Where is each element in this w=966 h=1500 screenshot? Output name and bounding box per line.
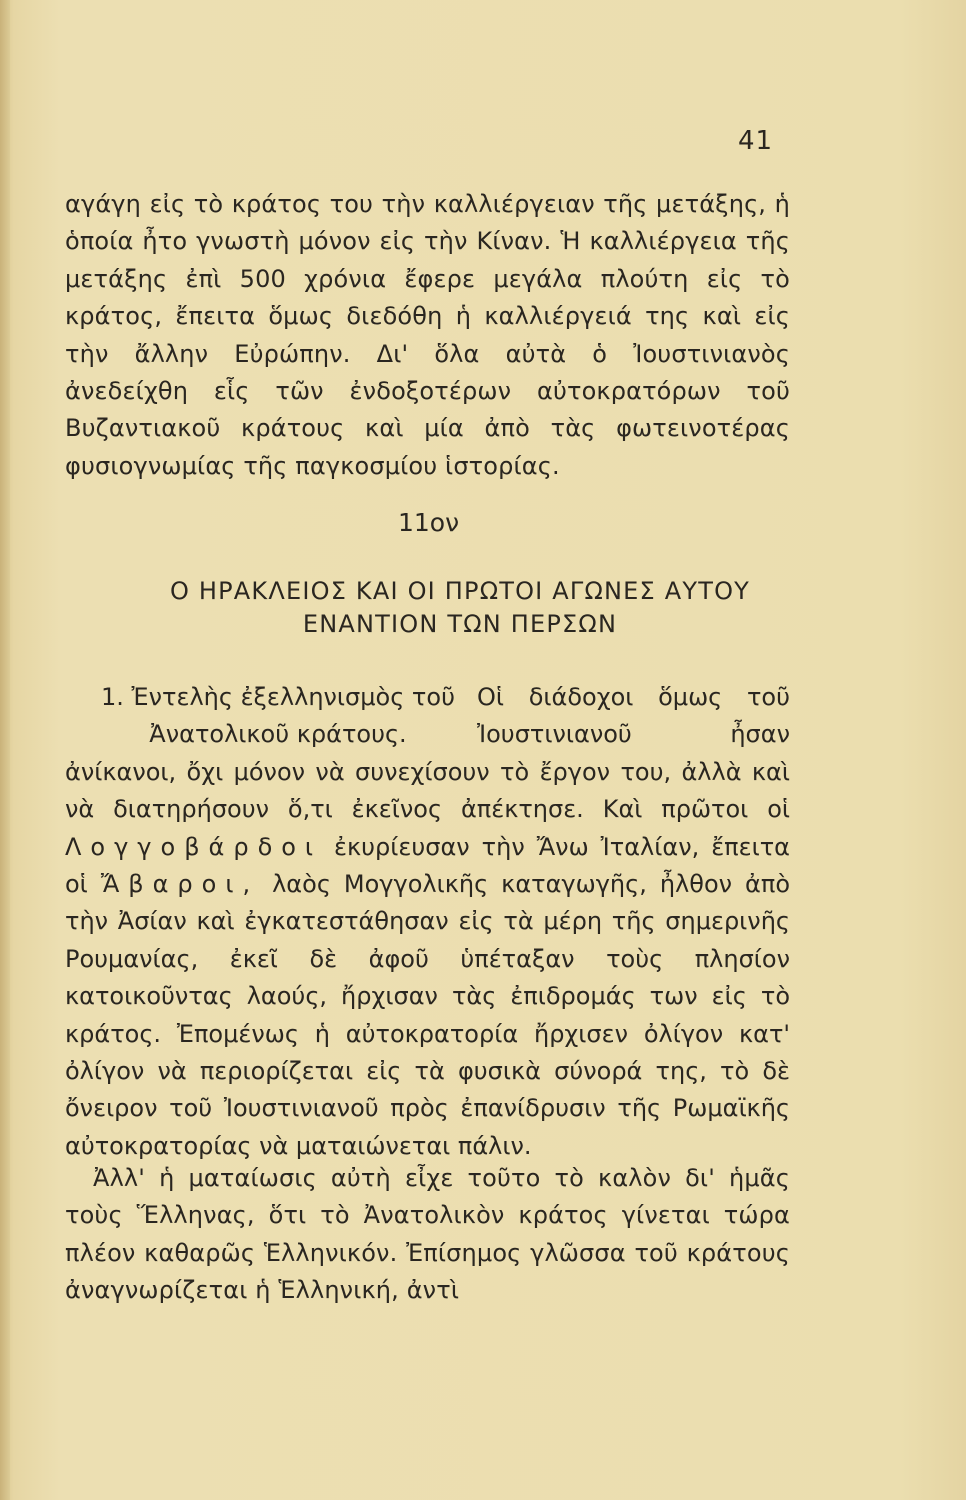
section-1 [65, 679, 790, 1165]
section-text-part-2: ἐκυρίευσαν τὴν Ἄνω Ἰταλίαν, ἔπειτα οἱ [65, 832, 790, 899]
chapter-number: 11ον [398, 508, 460, 537]
paragraph-3: Ἀλλ' ἡ ματαίωσις αὐτὴ εἶχε τοῦτο τὸ καλὸν δι' ἡμᾶς τοὺς Ἕλληνας, ὅτι τὸ Ἀνατολικὸν κράτος γίνεται τώρα πλέον καθαρῶς Ἑλληνικόν. Ἐπίσημος γλῶσσα τοῦ κράτους ἀναγνωρίζεται ἡ Ἑλληνική, ἀντὶ [65, 1164, 790, 1305]
spaced-name-longobards: Λογγοβάρδοι [65, 832, 323, 861]
page-spine-shadow [0, 0, 10, 1500]
spaced-name-avars: Ἄβαροι, [100, 870, 260, 899]
paragraph-1: αγάγη εἰς τὸ κράτος του τὴν καλλιέργειαν τῆς μετάξης, ἡ ὁποία ἦτο γνωστὴ μόνον εἰς τὴν Κίναν. Ἡ καλλιέργεια τῆς μετάξης ἐπὶ 500 χρόνια ἔφερε μεγάλα πλούτη εἰς τὸ κράτος, ἔπειτα ὅμως διεδόθη ἡ καλλιέργειά της καὶ εἰς τὴν ἄλλην Εὐρώπην. Δι' ὅλα αὐτὰ ὁ Ἰουστινιανὸς ἀνεδείχθη εἷς τῶν ἐνδοξοτέρων αὐτοκρατόρων τοῦ Βυζαντιακοῦ κράτους καὶ μία ἀπὸ τὰς φωτεινοτέρας φυσιογνωμίας τῆς παγκοσμίου ἱστορίας. [65, 190, 790, 480]
chapter-title-line-1: Ο ΗΡΑΚΛΕΙΟΣ ΚΑΙ ΟΙ ΠΡΩΤΟΙ ΑΓΩΝΕΣ ΑΥΤΟΥ [169, 577, 751, 605]
section-text-part-3: λαὸς Μογγολικῆς καταγωγῆς, ἦλθον ἀπὸ τὴν Ἀσίαν καὶ ἐγκατεστάθησαν εἰς τὰ μέρη τῆς σημερινῆς Ρουμανίας, ἐκεῖ δὲ ἀφοῦ ὑπέταξαν τοὺς πλησίον κατοικοῦντας λαούς, ἤρχισαν τὰς ἐπιδρομάς των εἰς τὸ κράτος. Ἐπομένως ἡ αὐτοκρατορία ἤρχισεν ὀλίγον κατ' ὀλίγον νὰ περιορίζεται εἰς τὰ φυσικὰ σύνορά της, τὸ δὲ ὄνειρον τοῦ Ἰουστινιανοῦ πρὸς ἐπανίδρυσιν τῆς Ρωμαϊκῆς αὐτοκρατορίας νὰ ματαιώνεται πάλιν. [65, 870, 790, 1160]
section-heading: 1. Ἐντελὴς ἐξελληνισμὸς τοῦ Ἀνατολικοῦ κράτους. [101, 683, 455, 749]
section-text-part-1: Οἱ διάδοχοι ὅμως τοῦ Ἰουστινιανοῦ ἦσαν ἀνίκανοι, ὄχι μόνον νὰ συνεχίσουν τὸ ἔργον του, ἀλλὰ καὶ νὰ διατηρήσουν ὅ,τι ἐκεῖνος ἀπέκτησε. Καὶ πρῶτοι οἱ [65, 683, 790, 824]
chapter-title-line-2: ΕΝΑΝΤΙΟΝ ΤΩΝ ΠΕΡΣΩΝ [302, 610, 618, 638]
page-number: 41 [738, 126, 774, 156]
